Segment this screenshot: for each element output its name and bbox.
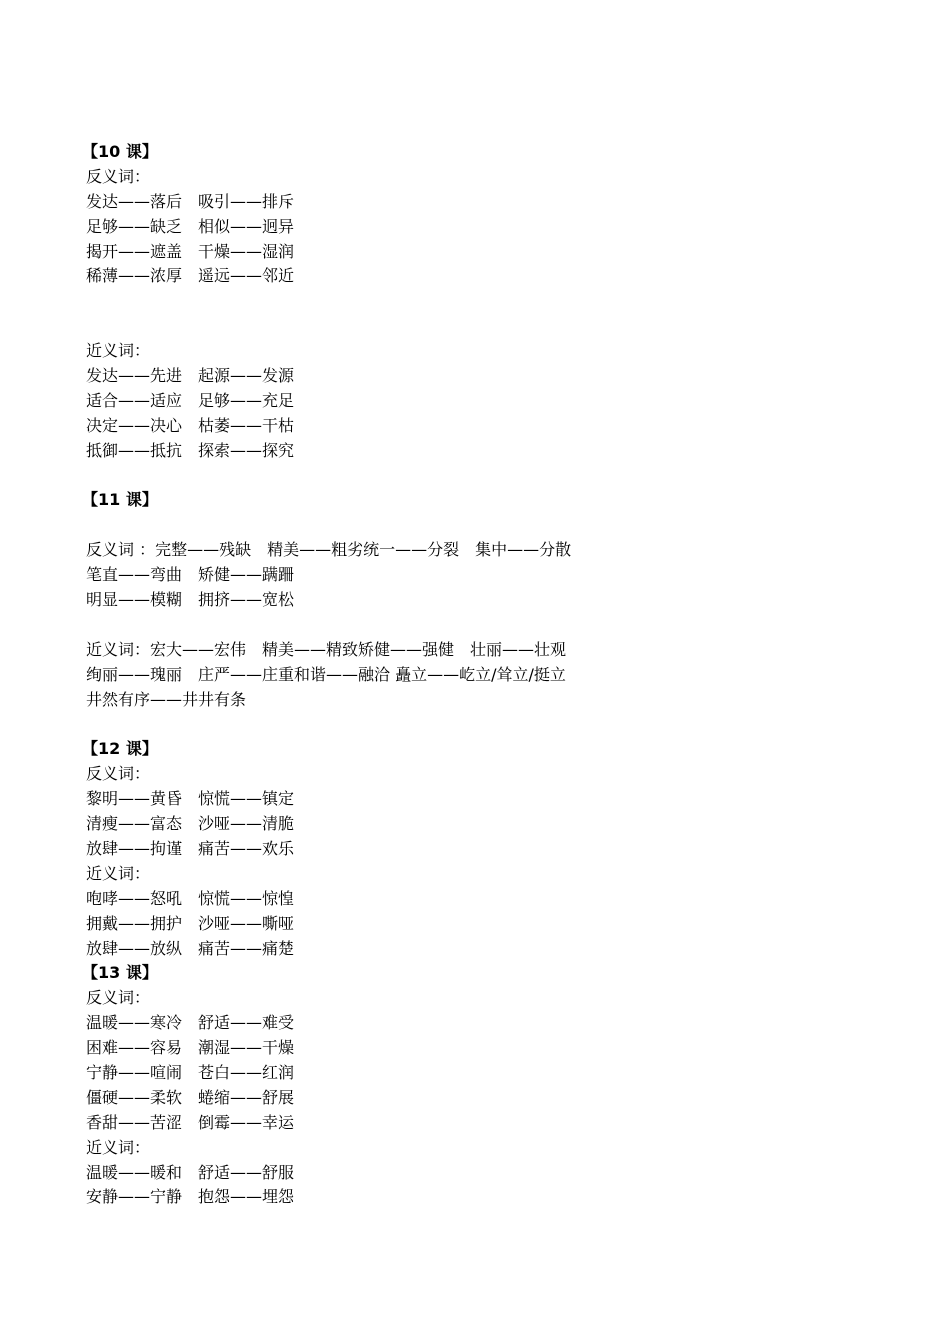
lesson-10-antonym-line: 揭开——遮盖 干燥——湿润 [86, 241, 295, 261]
lesson-12-synonym-line: 拥戴——拥护 沙哑——嘶哑 [86, 913, 295, 933]
blank-line [86, 513, 906, 538]
lesson-13-synonym-label: 近义词： [86, 1137, 151, 1157]
lesson-12-synonym-line: 放肆——放纵 痛苦——痛楚 [86, 938, 295, 958]
blank-line [86, 314, 906, 339]
lesson-10-heading: 【10 课】 [82, 142, 158, 161]
lesson-13-synonym-line: 安静——宁静 抱怨——埋怨 [86, 1187, 295, 1207]
lesson-13-antonym-line: 香甜——苦涩 倒霉——幸运 [86, 1112, 295, 1132]
lesson-13-antonym-line: 困难——容易 潮湿——干燥 [86, 1038, 295, 1058]
document-body [82, 140, 906, 1210]
lesson-10-antonym-line: 发达——落后 吸引——排斥 [86, 191, 295, 211]
lesson-10-synonym-line: 决定——决心 枯萎——干枯 [86, 415, 295, 435]
lesson-13-heading: 【13 课】 [82, 963, 158, 983]
blank-line [86, 464, 906, 489]
lesson-11-synonym-line: 近义词：宏大——宏伟 精美——精致矫健——强健 壮丽——壮观 [86, 639, 567, 659]
lesson-10-antonym-line: 稀薄——浓厚 遥远——邻近 [86, 266, 295, 286]
lesson-12-antonym-line: 清瘦——富态 沙哑——清脆 [86, 814, 295, 834]
lesson-10-synonym-label: 近义词： [86, 341, 151, 361]
lesson-10-antonym-line: 足够——缺乏 相似——迥异 [86, 216, 295, 236]
lesson-13-antonym-line: 僵硬——柔软 蜷缩——舒展 [86, 1087, 295, 1107]
blank-line [86, 613, 906, 638]
lesson-10-antonym-label: 反义词： [86, 166, 151, 186]
lesson-12-antonym-line: 放肆——拘谨 痛苦——欢乐 [86, 838, 295, 858]
lesson-11-antonym-line: 反义词 ：完整——残缺 精美——粗劣统一——分裂 集中——分散 [86, 540, 572, 560]
lesson-10-synonym-line: 适合——适应 足够——充足 [86, 390, 295, 410]
lesson-13-synonym-line: 温暖——暖和 舒适——舒服 [86, 1162, 295, 1182]
blank-line [86, 289, 906, 314]
lesson-11-antonym-line: 笔直——弯曲 矫健——蹒跚 [86, 565, 295, 585]
lesson-11-synonym-line: 绚丽——瑰丽 庄严——庄重和谐——融洽 矗立——屹立/耸立/挺立 [86, 664, 566, 684]
lesson-12-antonym-label: 反义词： [86, 764, 151, 784]
lesson-13-antonym-line: 宁静——喧闹 苍白——红润 [86, 1062, 295, 1082]
lesson-11-synonym-line: 井然有序——井井有条 [86, 689, 247, 709]
lesson-12-heading: 【12 课】 [82, 739, 158, 759]
lesson-13-antonym-line: 温暖——寒冷 舒适——难受 [86, 1013, 295, 1033]
lesson-12-antonym-line: 黎明——黄昏 惊慌——镇定 [86, 789, 295, 809]
lesson-12-synonym-label: 近义词： [86, 863, 151, 883]
lesson-13-antonym-label: 反义词： [86, 988, 151, 1008]
lesson-12-synonym-line: 咆哮——怒吼 惊慌——惊惶 [86, 888, 295, 908]
lesson-11-heading: 【11 课】 [82, 490, 158, 510]
lesson-11-antonym-line: 明显——模糊 拥挤——宽松 [86, 590, 295, 610]
lesson-10-synonym-line: 发达——先进 起源——发源 [86, 366, 295, 386]
blank-line [86, 712, 906, 737]
lesson-10-synonym-line: 抵御——抵抗 探索——探究 [86, 440, 295, 460]
